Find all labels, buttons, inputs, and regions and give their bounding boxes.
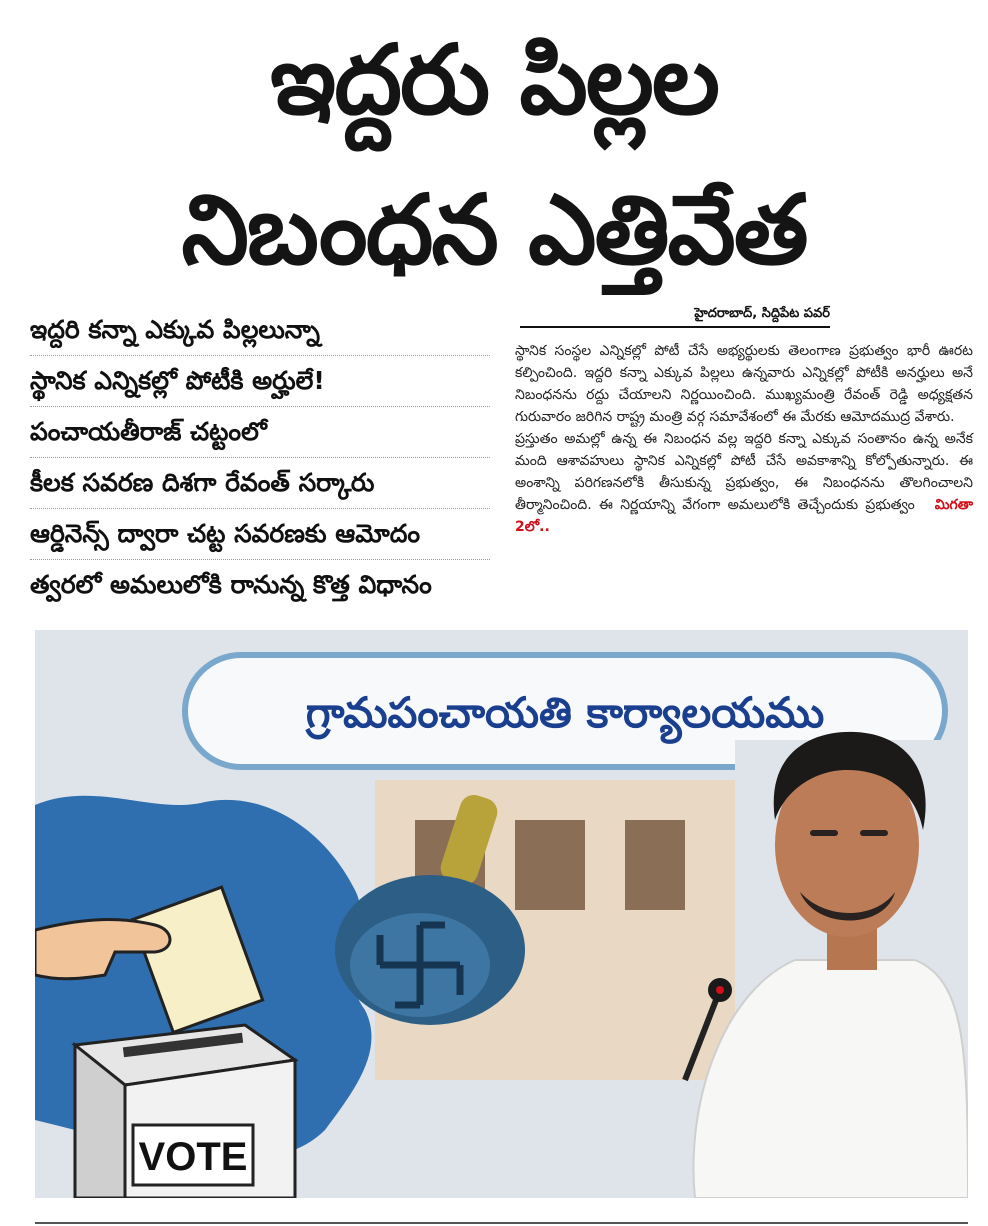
byline: హైదరాబాద్, సిద్దిపేట పవర్ [520, 306, 830, 328]
deck-line: ఇద్దరి కన్నా ఎక్కువ పిల్లలున్నా [30, 305, 490, 356]
article-paragraph [515, 428, 973, 538]
article-paragraph: స్థానిక సంస్థల ఎన్నికల్లో పోటీ చేసే అభ్యర్థులకు తెలంగాణ ప్రభుత్వం భారీ ఊరట కల్పించింది. ఇద్దరి కన్నా ఎక్కువ పిల్లలు ఉన్నవారు ఎన్నికల్లో పోటీకి అనర్హులు అనే నిబంధనను రద్దు చేయాలని నిర్ణయించింది. ముఖ్యమంత్రి రేవంత్ రెడ్డి అధ్యక్షతన గురువారం జరిగిన రాష్ట్ర మంత్రి వర్గ సమావేశంలో ఈ మేరకు ఆమోదముద్ర వేశారు. [515, 343, 973, 425]
article-body [515, 340, 973, 538]
building-window [515, 820, 585, 910]
deck-line: పంచాయతీరాజ్ చట్టంలో [30, 407, 490, 458]
building-window [625, 820, 685, 910]
headline-line-2: నిబంధన ఎత్తివేత [181, 174, 807, 286]
photo-collage [35, 630, 968, 1198]
news-photo [35, 630, 968, 1198]
deck-list [30, 305, 490, 610]
person-eyebrow [810, 830, 838, 836]
deck-line: త్వరలో అమలులోకి రానున్న కొత్త విధానం [30, 570, 432, 599]
person-eyebrow [860, 830, 888, 836]
deck-line: ఆర్డినెన్స్ ద్వారా చట్ట సవరణకు ఆమోదం [30, 509, 490, 560]
bottom-rule [35, 1222, 968, 1224]
sign-text: గ్రామపంచాయతి కార్యాలయము [305, 688, 825, 737]
continued-link[interactable]: మిగతా 2లో.. [515, 497, 973, 535]
ballot-box-vote-text: VOTE [138, 1135, 248, 1179]
deck-line: స్థానిక ఎన్నికల్లో పోటీకి అర్హులే! [30, 356, 490, 407]
article-paragraph-text: ప్రస్తుతం అమల్లో ఉన్న ఈ నిబంధన వల్ల ఇద్దరి కన్నా ఎక్కువ సంతానం ఉన్న అనేక మంది ఆశావహులు స్థానిక ఎన్నికల్లో పోటీ చేసే అవకాశాన్ని కోల్పోతున్నారు. ఈ అంశాన్ని పరిగణనలోకి తీసుకున్న ప్రభుత్వం, ఈ నిబంధనను తొలగించాలని తీర్మానించింది. ఈ నిర్ణయాన్ని వేగంగా అమలులోకి తెచ్చేందుకు ప్రభుత్వం [515, 431, 973, 513]
headline-line-1: ఇద్దరు పిల్లల [270, 24, 718, 136]
microphone-light [716, 986, 724, 994]
deck-line: కీలక సవరణ దిశగా రేవంత్ సర్కారు [30, 458, 490, 509]
